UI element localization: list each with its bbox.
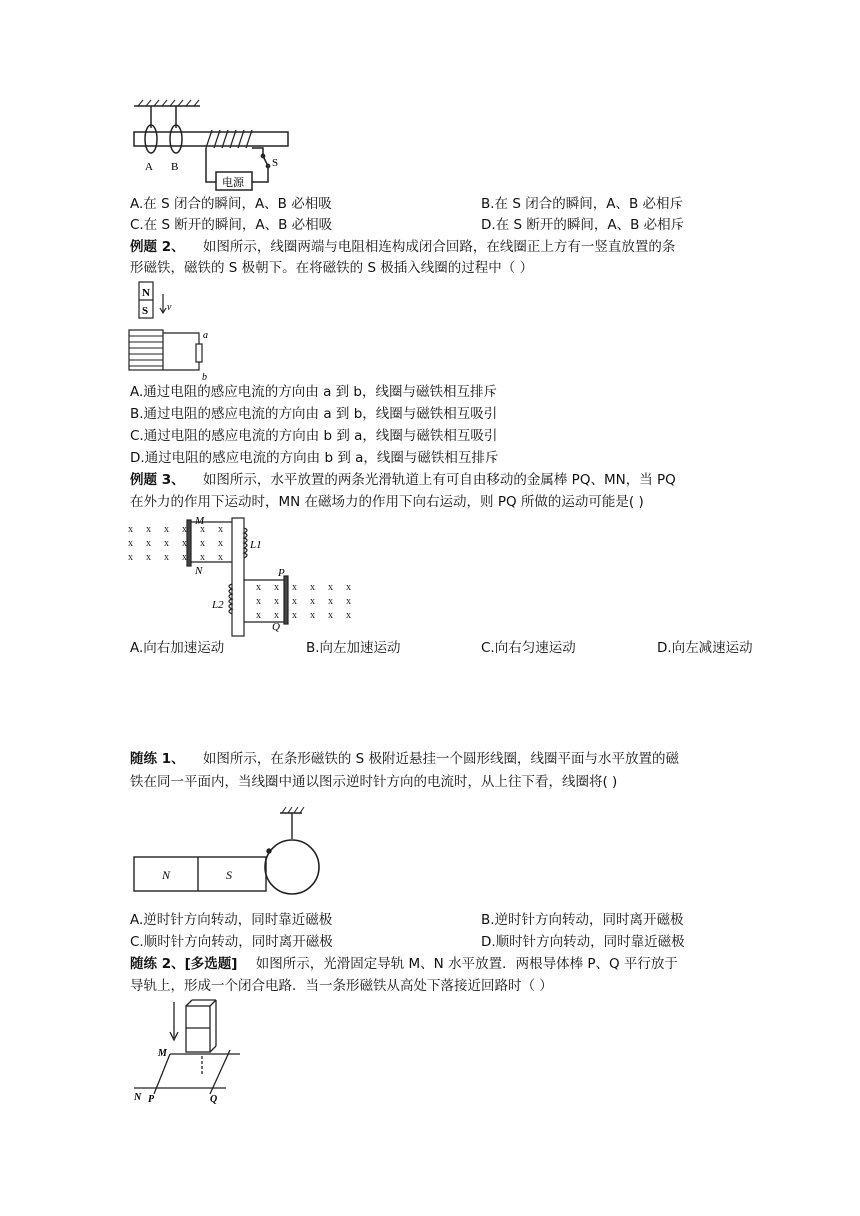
svg-text:x: x (256, 596, 261, 607)
p1-option-d[interactable]: D.顺时针方向转动，同时靠近磁极 (481, 934, 685, 950)
p1-option-a[interactable]: A.逆时针方向转动，同时靠近磁极 (130, 912, 333, 928)
magnet-s-label: S (142, 305, 149, 317)
p1-stem-line1 (130, 750, 679, 769)
svg-text:x: x (256, 610, 261, 621)
q1-option-d[interactable]: D.在 S 断开的瞬间，A、B 必相斥 (481, 217, 685, 233)
ex3-option-d[interactable]: D.向左减速运动 (657, 640, 753, 656)
label-n: N (195, 565, 203, 577)
svg-text:x: x (256, 582, 261, 593)
svg-text:x: x (164, 552, 169, 563)
ex2-label: 例题 2、 (130, 239, 185, 255)
p1-option-b[interactable]: B.逆时针方向转动，同时离开磁极 (481, 912, 684, 928)
svg-text:x: x (128, 524, 133, 535)
label-q: Q (272, 621, 280, 633)
velocity-label: v (167, 302, 172, 313)
svg-text:x: x (274, 582, 279, 593)
svg-text:x: x (218, 524, 223, 535)
ex3-stem-text1: 如图所示，水平放置的两条光滑轨道上有可自由移动的金属棒 PQ、MN，当 PQ (202, 472, 676, 488)
figure-magnet-coil (125, 282, 220, 384)
q1-option-a[interactable]: A.在 S 闭合的瞬间，A、B 必相吸 (130, 196, 332, 212)
p2-stem-line2: 导轨上，形成一个闭合电路．当一条形磁铁从高处下落接近回路时（ ） (130, 978, 553, 994)
svg-text:x: x (346, 596, 351, 607)
terminal-a-label: a (203, 330, 208, 341)
svg-text:x: x (292, 582, 297, 593)
ex2-stem-text1: 如图所示，线圈两端与电阻相连构成闭合回路，在线圈正上方有一竖直放置的条 (202, 239, 676, 255)
rod-q-label: Q (210, 1094, 218, 1105)
figure-rings-solenoid (130, 100, 300, 192)
svg-text:x: x (346, 610, 351, 621)
svg-text:x: x (292, 596, 297, 607)
label-power-source: 电源 (222, 177, 244, 189)
svg-text:x: x (274, 596, 279, 607)
svg-text:x: x (182, 538, 187, 549)
magnet-n-label: N (162, 868, 171, 882)
rod-p-label: P (148, 1094, 155, 1105)
svg-text:x: x (164, 524, 169, 535)
magnet-s-label: S (226, 868, 232, 882)
label-b: B (171, 161, 179, 173)
svg-text:x: x (218, 538, 223, 549)
svg-text:x: x (182, 552, 187, 563)
svg-text:x: x (346, 582, 351, 593)
ex2-option-c[interactable]: C.通过电阻的感应电流的方向由 b 到 a，线圈与磁铁相互吸引 (130, 428, 498, 444)
q1-option-b[interactable]: B.在 S 闭合的瞬间，A、B 必相斥 (481, 196, 683, 212)
ex2-option-b[interactable]: B.通过电阻的感应电流的方向由 a 到 b，线圈与磁铁相互吸引 (130, 406, 498, 422)
terminal-b-label: b (202, 372, 207, 383)
svg-text:x: x (274, 610, 279, 621)
q1-option-c[interactable]: C.在 S 断开的瞬间，A、B 必相吸 (130, 217, 333, 233)
rail-n-label: N (134, 1092, 142, 1103)
svg-text:x: x (310, 596, 315, 607)
svg-text:x: x (146, 552, 151, 563)
p2-stem-text1: 如图所示，光滑固定导轨 M、N 水平放置．两根导体棒 P、Q 平行放于 (255, 956, 678, 972)
p2-stem-line1 (130, 955, 678, 974)
ex3-stem-line2: 在外力的作用下运动时，MN 在磁场力的作用下向右运动，则 PQ 所做的运动可能是( ) (130, 494, 644, 510)
ex3-option-c[interactable]: C.向右匀速运动 (481, 640, 576, 656)
label-m: M (195, 515, 205, 527)
p1-stem-line2: 铁在同一平面内，当线圈中通以图示逆时针方向的电流时，从上往下看，线圈将( ) (130, 774, 618, 790)
svg-text:x: x (146, 524, 151, 535)
magnet-n-label: N (142, 287, 150, 299)
label-a: A (145, 161, 153, 173)
label-p: P (278, 567, 285, 579)
svg-text:x: x (200, 552, 205, 563)
label-s: S (272, 157, 279, 169)
figure-magnet-loop (130, 805, 330, 905)
figure-rails-field (128, 514, 358, 638)
p1-label: 随练 1、 (130, 751, 185, 767)
p2-label: 随练 2、[多选题] (130, 956, 238, 972)
ex3-label: 例题 3、 (130, 472, 185, 488)
svg-text:x: x (310, 582, 315, 593)
svg-text:x: x (164, 538, 169, 549)
svg-text:x: x (328, 610, 333, 621)
svg-text:x: x (200, 538, 205, 549)
svg-text:x: x (182, 524, 187, 535)
label-l2: L2 (212, 599, 224, 611)
ex2-option-a[interactable]: A.通过电阻的感应电流的方向由 a 到 b，线圈与磁铁相互排斥 (130, 384, 498, 400)
ex2-option-d[interactable]: D.通过电阻的感应电流的方向由 b 到 a，线圈与磁铁相互排斥 (130, 450, 499, 466)
svg-text:x: x (128, 538, 133, 549)
ex2-stem-line1 (130, 238, 675, 257)
rail-m-label: M (158, 1048, 167, 1059)
svg-text:x: x (292, 610, 297, 621)
svg-text:x: x (328, 582, 333, 593)
svg-text:x: x (128, 552, 133, 563)
svg-text:x: x (218, 552, 223, 563)
svg-text:x: x (310, 610, 315, 621)
svg-text:x: x (200, 524, 205, 535)
svg-text:x: x (146, 538, 151, 549)
ex3-option-b[interactable]: B.向左加速运动 (306, 640, 401, 656)
ex3-option-a[interactable]: A.向右加速运动 (130, 640, 225, 656)
ex2-stem-line2: 形磁铁，磁铁的 S 极朝下。在将磁铁的 S 极插入线圈的过程中（ ） (130, 260, 534, 276)
svg-text:x: x (328, 596, 333, 607)
figure-rails-falling-magnet (130, 998, 250, 1108)
p1-stem-text1: 如图所示，在条形磁铁的 S 极附近悬挂一个圆形线圈，线圈平面与水平放置的磁 (202, 751, 680, 767)
p1-option-c[interactable]: C.顺时针方向转动，同时离开磁极 (130, 934, 333, 950)
label-l1: L1 (250, 539, 262, 551)
ex3-stem-line1 (130, 471, 676, 490)
